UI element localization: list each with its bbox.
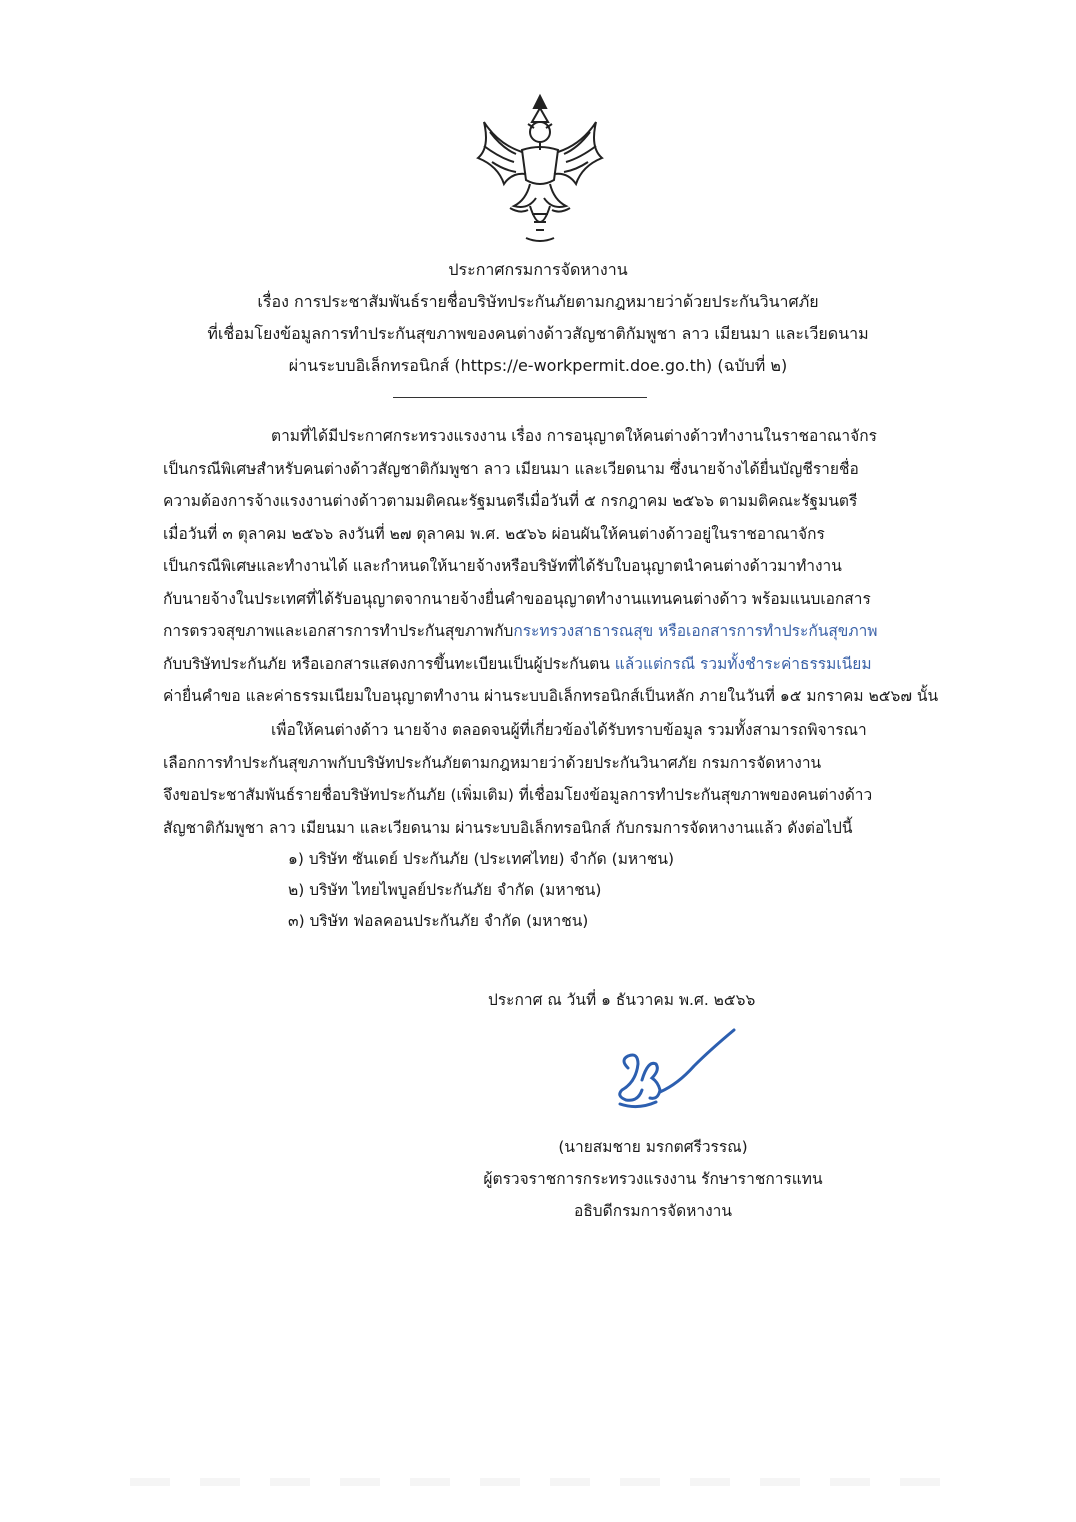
- company-list: [288, 844, 674, 937]
- highlighted-text: กระทรวงสาธารณสุข หรือเอกสารการทำประกันสุขภาพ: [513, 622, 878, 640]
- signer-position-line2: อธิบดีกรมการจัดหางาน: [574, 1202, 732, 1220]
- paragraph-line: เมื่อวันที่ ๓ ตุลาคม ๒๕๖๖ ลงวันที่ ๒๗ ตุลาคม พ.ศ. ๒๕๖๖ ผ่อนผันให้คนต่างด้าวอยู่ในราชอาณาจักร: [163, 524, 825, 543]
- body-paragraph-1: [163, 420, 963, 713]
- paragraph-line: เป็นกรณีพิเศษสำหรับคนต่างด้าวสัญชาติกัมพูชา ลาว เมียนมา และเวียดนาม ซึ่งนายจ้างได้ยื่นบัญชีรายชื่อ: [163, 459, 859, 478]
- paragraph-line: ความต้องการจ้างแรงงานต่างด้าวตามมติคณะรัฐมนตรีเมื่อวันที่ ๕ กรกฎาคม ๒๕๖๖ ตามมติคณะรัฐมนตรี: [163, 492, 858, 510]
- heading-divider: [393, 397, 647, 398]
- signer-position: ผู้ตรวจราชการกระทรวงแรงงาน รักษาราชการแทน: [483, 1170, 823, 1188]
- paragraph-line: สัญชาติกัมพูชา ลาว เมียนมา และเวียดนาม ผ่านระบบอิเล็กทรอนิกส์ กับกรมการจัดหางานแล้ว ดังต่อไปนี้: [163, 818, 853, 837]
- paragraph-line: เพื่อให้คนต่างด้าว นายจ้าง ตลอดจนผู้ที่เกี่ยวข้องได้รับทราบข้อมูล รวมทั้งสามารถพิจารณา: [271, 721, 867, 739]
- announcement-subject: เรื่อง การประชาสัมพันธ์รายชื่อบริษัทประกันภัยตามกฎหมายว่าด้วยประกันวินาศภัย: [257, 292, 819, 311]
- signer-name: (นายสมชาย มรกตศรีวรรณ): [558, 1138, 748, 1156]
- garuda-emblem-icon: [470, 88, 610, 248]
- paragraph-line: จึงขอประชาสัมพันธ์รายชื่อบริษัทประกันภัย (เพิ่มเติม) ที่เชื่อมโยงข้อมูลการทำประกันสุขภาพของคนต่างด้าว: [163, 786, 873, 804]
- announcement-date: ประกาศ ณ วันที่ ๑ ธันวาคม พ.ศ. ๒๕๖๖: [488, 991, 756, 1009]
- list-item: ๑) บริษัท ซันเดย์ ประกันภัย (ประเทศไทย) จำกัด (มหาชน): [288, 850, 674, 868]
- paragraph-line: [163, 615, 963, 648]
- paragraph-text: กับบริษัทประกันภัย หรือเอกสารแสดงการขึ้นทะเบียนเป็นผู้ประกันตน: [163, 654, 610, 673]
- paragraph-line: กับนายจ้างในประเทศที่ได้รับอนุญาตจากนายจ้างยื่นคำขออนุญาตทำงานแทนคนต่างด้าว พร้อมแนบเอกสาร: [163, 589, 871, 608]
- paragraph-line: เป็นกรณีพิเศษและทำงานได้ และกำหนดให้นายจ้างหรือบริษัทที่ได้รับใบอนุญาตนำคนต่างด้าวมาทำงาน: [163, 557, 842, 575]
- paragraph-text: การตรวจสุขภาพและเอกสารการทำประกันสุขภาพกับ: [163, 622, 514, 640]
- announcement-subject-line3: ผ่านระบบอิเล็กทรอนิกส์ (https://e-workpermit.doe.go.th) (ฉบับที่ ๒): [288, 356, 788, 375]
- list-item: ๒) บริษัท ไทยไพบูลย์ประกันภัย จำกัด (มหาชน): [288, 881, 602, 899]
- paragraph-line: เลือกการทำประกันสุขภาพกับบริษัทประกันภัยตามกฎหมายว่าด้วยประกันวินาศภัย กรมการจัดหางาน: [163, 753, 822, 772]
- announcement-issuer: ประกาศกรมการจัดหางาน: [448, 260, 628, 279]
- list-item: ๓) บริษัท ฟอลคอนประกันภัย จำกัด (มหาชน): [288, 912, 589, 930]
- highlighted-text: แล้วแต่กรณี รวมทั้งชำระค่าธรรมเนียม: [609, 654, 872, 673]
- paragraph-line: ตามที่ได้มีประกาศกระทรวงแรงงาน เรื่อง การอนุญาตให้คนต่างด้าวทำงานในราชอาณาจักร: [271, 427, 877, 445]
- handwritten-signature: [598, 1020, 748, 1120]
- paragraph-line: [163, 648, 963, 681]
- faint-footer-marks: [130, 1478, 950, 1486]
- announcement-subject-line2: ที่เชื่อมโยงข้อมูลการทำประกันสุขภาพของคนต่างด้าวสัญชาติกัมพูชา ลาว เมียนมา และเวียดนาม: [207, 324, 869, 343]
- paragraph-line: ค่ายื่นคำขอ และค่าธรรมเนียมใบอนุญาตทำงาน ผ่านระบบอิเล็กทรอนิกส์เป็นหลัก ภายในวันที่ ๑๕ มกราคม ๒๕๖๗ นั้น: [163, 687, 939, 705]
- body-paragraph-2: [163, 714, 963, 844]
